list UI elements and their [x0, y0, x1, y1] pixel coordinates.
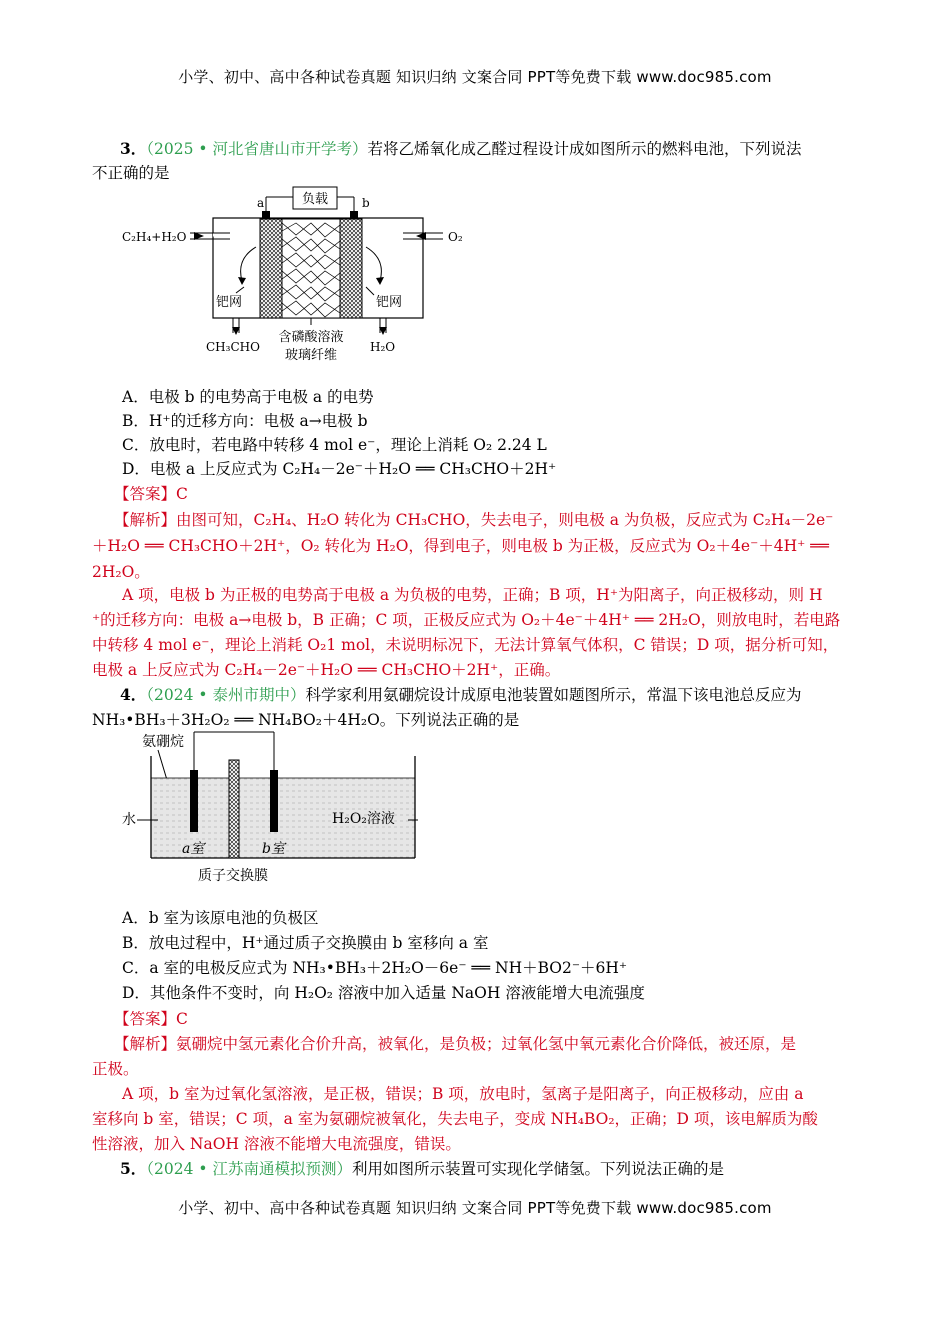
q4-ammonia-borane-label: 氨硼烷: [142, 734, 184, 750]
q3-fuel-cell-figure: [118, 183, 478, 368]
page-header: 小学、初中、高中各种试卷真题 知识归纳 文案合同 PPT等免费下载 www.doc985.com: [178, 68, 772, 86]
q3-analysis-7: 电极 a 上反应式为 C₂H₄－2e⁻＋H₂O ══ CH₃CHO＋2H⁺，正确。: [92, 661, 561, 679]
q4-membrane: [229, 760, 239, 858]
q4-option-c: C．a 室的电极反应式为 NH₃•BH₃＋2H₂O－6e⁻ ══ NH＋BO2⁻＋6H⁺: [122, 959, 628, 977]
q3-left-input: C₂H₄+H₂O: [122, 230, 187, 244]
page-footer: 小学、初中、高中各种试卷真题 知识归纳 文案合同 PPT等免费下载 www.doc985.com: [178, 1199, 772, 1217]
q4-analysis-3: A 项，b 室为过氧化氢溶液，是正极，错误；B 项，放电时，氢离子是阳离子，向正极移动，应由 a: [122, 1085, 804, 1103]
q4-analysis-1: 【解析】氨硼烷中氢元素化合价升高，被氧化，是负极；过氧化氢中氧元素化合价降低，被还原，是: [114, 1035, 797, 1053]
q3-load-label: 负载: [301, 192, 329, 207]
q3-electrode-a: [260, 219, 282, 318]
q3-terminal-b: [350, 211, 358, 219]
q4-analysis-4: 室移向 b 室，错误；C 项，a 室为氨硼烷被氧化，失去电子，变成 NH₄BO₂，正确；D 项，该电解质为酸: [92, 1110, 818, 1128]
q5-stem: [92, 1158, 882, 1180]
q3-analysis-2: ＋H₂O ══ CH₃CHO＋2H⁺，O₂ 转化为 H₂O，得到电子，则电极 b 为正极，反应式为 O₂＋4e⁻＋4H⁺ ══: [92, 537, 829, 555]
q3-left-output: CH₃CHO: [206, 340, 260, 354]
q3-terminal-a: [262, 211, 270, 219]
q4-analysis-5: 性溶液，加入 NaOH 溶液不能增大电流强度，错误。: [92, 1135, 461, 1153]
q3-analysis-1: 【解析】由图可知，C₂H₄、H₂O 转化为 CH₃CHO，失去电子，则电极 a 为负极，反应式为 C₂H₄－2e⁻: [114, 511, 834, 529]
q4-analysis-2: 正极。: [92, 1060, 139, 1078]
q3-label-b: b: [362, 196, 370, 210]
q4-b-room: b室: [262, 841, 285, 857]
q3-center-label2: 玻璃纤维: [284, 348, 338, 363]
q3-source: （2025 • 河北省唐山市开学考）: [146, 140, 368, 158]
q3-analysis-6: 中转移 4 mol e⁻，理论上消耗 O₂1 mol，未说明标况下，无法计算氧气体积，C 错误；D 项，据分析可知，: [92, 636, 839, 654]
q4-stem-line2: NH₃•BH₃＋3H₂O₂ ══ NH₄BO₂＋4H₂O。下列说法正确的是: [92, 711, 520, 729]
q5-number: 5．: [120, 1159, 147, 1178]
q3-answer: 【答案】C: [114, 485, 188, 503]
q3-stem: [92, 138, 882, 160]
q4-number: 4．: [120, 685, 147, 704]
q3-option-d: D．电极 a 上反应式为 C₂H₄－2e⁻＋H₂O ══ CH₃CHO＋2H⁺: [122, 460, 557, 478]
q4-a-room: a室: [182, 841, 205, 857]
q3-option-a: A．电极 b 的电势高于电极 a 的电势: [122, 388, 374, 406]
q4-option-d: D．其他条件不变时，向 H₂O₂ 溶液中加入适量 NaOH 溶液能增大电流强度: [122, 984, 645, 1002]
q3-analysis-5: ⁺的迁移方向：电极 a→电极 b，B 正确；C 项，正极反应式为 O₂＋4e⁻＋4H⁺ ══ 2H₂O，则放电时，若电路: [92, 611, 841, 629]
q4-h2o2-label: H₂O₂溶液: [332, 811, 395, 827]
q3-stem-line2: 不正确的是: [92, 164, 170, 182]
q4-stem-line1: 科学家利用氨硼烷设计成原电池装置如题图所示，常温下该电池总反应为: [305, 686, 802, 704]
q3-left-mesh: 钯网: [216, 295, 243, 310]
q3-option-c: C．放电时，若电路中转移 4 mol e⁻，理论上消耗 O₂ 2.24 L: [122, 436, 547, 454]
q4-electrode-b: [270, 770, 278, 832]
q4-option-a: A．b 室为该原电池的负极区: [122, 909, 319, 927]
q3-option-b: B．H⁺的迁移方向：电极 a→电极 b: [122, 412, 368, 430]
q5-stem-line1: 利用如图所示装置可实现化学储氢。下列说法正确的是: [352, 1160, 725, 1178]
q3-label-a: a: [257, 196, 265, 210]
q4-source: （2024 • 泰州市期中）: [146, 686, 306, 704]
q3-right-input: O₂: [448, 230, 463, 244]
q4-membrane-label: 质子交换膜: [198, 868, 268, 884]
q4-option-b: B．放电过程中，H⁺通过质子交换膜由 b 室移向 a 室: [122, 934, 489, 952]
q3-right-output: H₂O: [370, 340, 396, 354]
q4-water-label: 水: [122, 812, 136, 828]
q4-electrode-a: [190, 770, 198, 832]
q3-number: 3．: [120, 139, 147, 158]
q3-right-mesh: 钯网: [376, 295, 403, 310]
q3-center-label1: 含磷酸溶液: [278, 330, 344, 345]
q3-electrode-b: [340, 219, 362, 318]
q4-answer: 【答案】C: [114, 1010, 188, 1028]
q3-stem-line1: 若将乙烯氧化成乙醛过程设计成如图所示的燃料电池，下列说法: [367, 140, 802, 158]
q5-source: （2024 • 江苏南通模拟预测）: [146, 1160, 352, 1178]
q3-analysis-4: A 项，电极 b 为正极的电势高于电极 a 为负极的电势，正确；B 项，H⁺为阳离子，向正极移动，则 H: [122, 586, 823, 604]
q4-stem: [92, 684, 882, 706]
q3-analysis-3: 2H₂O。: [92, 563, 150, 581]
